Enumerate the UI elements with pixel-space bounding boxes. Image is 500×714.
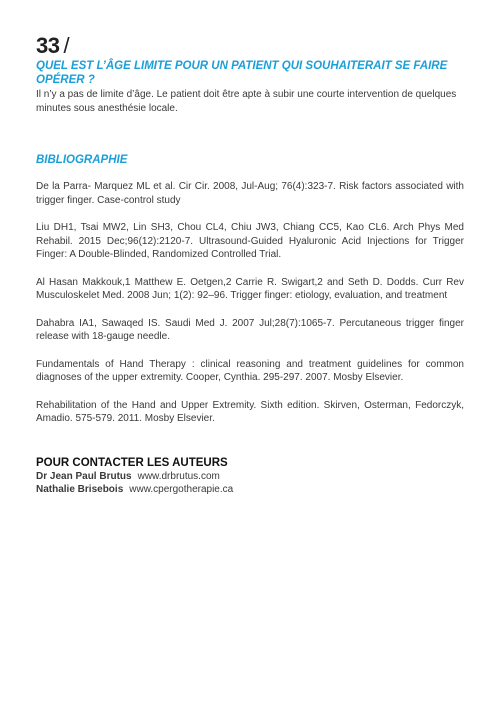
question-number: 33 — [36, 33, 60, 58]
reference-item: Fundamentals of Hand Therapy : clinical reasoning and treatment guidelines for common diagnoses of the upper extremity. Cooper, Cynthia. 295-297. 2007. Mosby Elsevier. — [36, 358, 464, 383]
contact-title: POUR CONTACTER LES AUTEURS — [36, 456, 228, 469]
author-name: Dr Jean Paul Brutus — [36, 470, 132, 482]
question-number-heading — [36, 34, 464, 58]
author-name: Nathalie Brisebois — [36, 484, 124, 495]
author-website-link[interactable]: www.cpergotherapie.ca — [129, 484, 234, 495]
contact-author-row — [36, 470, 464, 484]
author-website-link[interactable]: www.drbrutus.com — [137, 470, 220, 482]
question-title: QUEL EST L’ÂGE LIMITE POUR UN PATIENT QUI SOUHAITERAIT SE FAIRE OPÉRER ? — [36, 60, 448, 86]
question-answer: Il n’y a pas de limite d’âge. Le patient doit être apte à subir une courte intervention de quelques minutes sous anesthésie locale. — [36, 89, 457, 114]
document-page — [36, 34, 464, 497]
reference-item: Rehabilitation of the Hand and Upper Extremity. Sixth edition. Skirven, Osterman, Fedorczyk, Amadio. 575-579. 2011. Mosby Elsevier. — [36, 399, 464, 424]
contact-author-row — [36, 483, 464, 497]
reference-item: Liu DH1, Tsai MW2, Lin SH3, Chou CL4, Chiu JW3, Chiang CC5, Kao CL6. Arch Phys Med Rehabil. 2015 Dec;96(12):2120-7. Ultrasound-Guided Hyaluronic Acid Injections for Trigger Finger: A Double-Blinded, Randomized Controlled Trial. — [36, 222, 464, 260]
reference-item: Dahabra IA1, Sawaqed IS. Saudi Med J. 2007 Jul;28(7):1065-7. Percutaneous trigger finger release with 18-gauge needle. — [36, 317, 464, 342]
question-separator: / — [63, 33, 70, 58]
reference-item: De la Parra- Marquez ML et al. Cir Cir. 2008, Jul-Aug; 76(4):323-7. Risk factors associated with trigger finger. Case-control study — [36, 181, 464, 206]
bibliography-title: BIBLIOGRAPHIE — [36, 154, 128, 166]
reference-item: Al Hasan Makkouk,1 Matthew E. Oetgen,2 Carrie R. Swigart,2 and Seth D. Dodds. Curr Rev Musculoskelet Med. 2008 Jun; 1(2): 92–96. Trigger finger: etiology, evaluation, and treatment — [36, 276, 464, 301]
